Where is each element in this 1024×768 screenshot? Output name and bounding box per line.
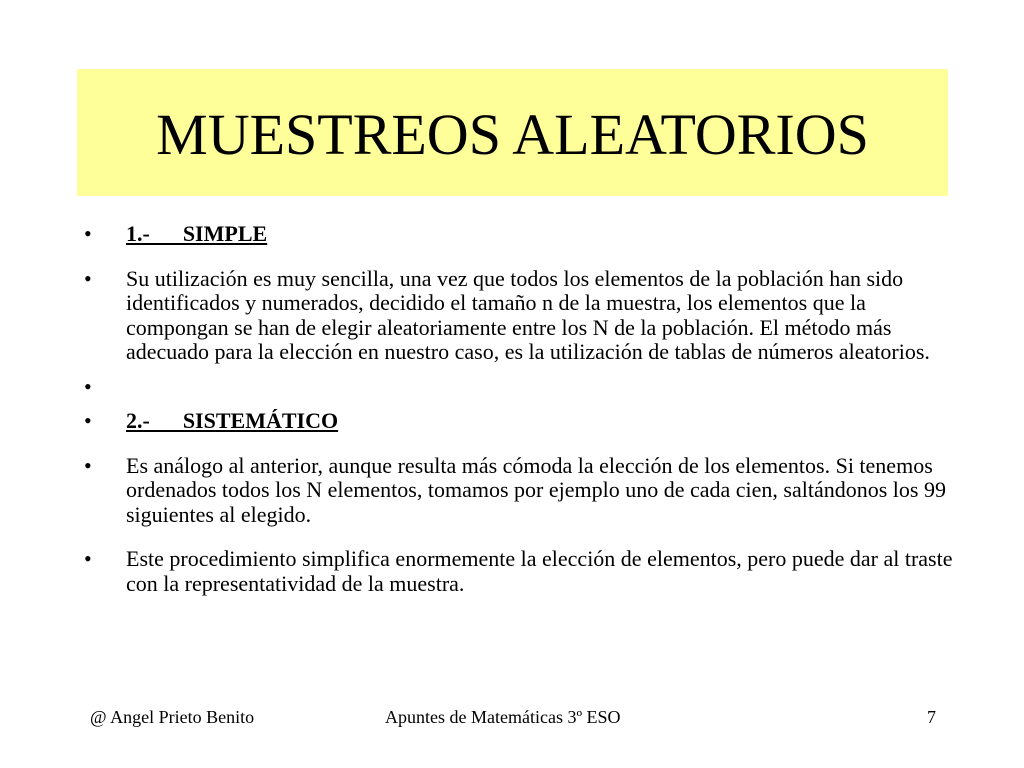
footer-course: Apuntes de Matemáticas 3º ESO <box>385 707 621 727</box>
paragraph-simple: Su utilización es muy sencilla, una vez que todos los elementos de la población han sido identificados y numerados, decidido el tamaño n de la muestra, los elementos que la compongan se han de elegir aleatoriamente entre los N de la población. El método más adecuado para la elección en nuestro caso, es la utilización de tablas de números aleatorios. <box>126 265 930 364</box>
section-heading-systematic: 2.- SISTEMÁTICO <box>126 408 339 433</box>
bullet-icon: • <box>84 373 92 399</box>
bullet-icon: • <box>84 265 92 291</box>
title-banner <box>77 69 948 196</box>
bullet-icon: • <box>84 546 92 571</box>
bullet-item-systematic-heading <box>84 409 964 434</box>
bullet-item-simple-description <box>84 267 964 365</box>
paragraph-procedure: Este procedimiento simplifica enormemente la elección de elementos, pero puede dar al traste con la representatividad de la muestra. <box>126 546 953 596</box>
bullet-item-systematic-description <box>84 454 964 528</box>
bullet-icon: • <box>84 408 92 433</box>
bullet-item-procedure <box>84 547 964 596</box>
footer-page-number: 7 <box>927 707 936 727</box>
footer-author: @ Angel Prieto Benito <box>90 707 255 727</box>
bullet-item-simple-heading <box>84 222 964 247</box>
section-heading-simple: 1.- SIMPLE <box>126 221 268 246</box>
slide-title: MUESTREOS ALEATORIOS <box>156 101 869 167</box>
bullet-icon: • <box>84 452 92 478</box>
bullet-item-empty <box>84 375 964 400</box>
bullet-icon: • <box>84 221 92 246</box>
paragraph-systematic: Es análogo al anterior, aunque resulta más cómoda la elección de los elementos. Si tenemos ordenados todos los N elementos, tomamos por ejemplo uno de cada cien, saltándonos los 99 siguientes al elegido. <box>126 452 946 527</box>
slide-content <box>84 222 964 596</box>
